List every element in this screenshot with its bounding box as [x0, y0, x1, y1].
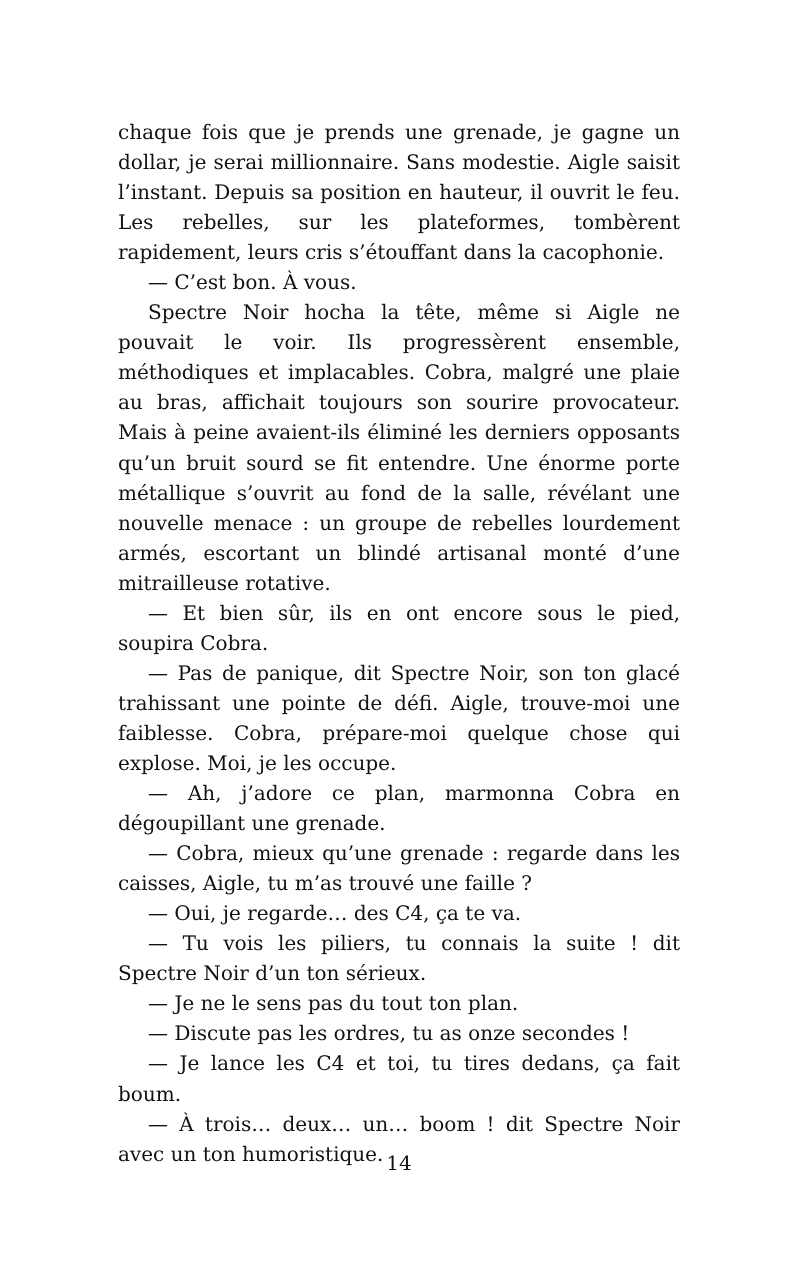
- paragraph-dialogue: — Ah, j’adore ce plan, marmonna Cobra en dégoupillant une grenade.: [118, 781, 680, 836]
- paragraph-dialogue: — Je ne le sens pas du tout ton plan.: [148, 991, 519, 1016]
- paragraph-dialogue: — Je lance les C4 et toi, tu tires dedans, ça fait boum.: [118, 1051, 680, 1106]
- paragraph-dialogue: — Discute pas les ordres, tu as onze secondes !: [148, 1021, 630, 1046]
- paragraph-dialogue: — Et bien sûr, ils en ont encore sous le pied, soupira Cobra.: [118, 600, 680, 655]
- paragraph-dialogue: — C’est bon. À vous.: [148, 270, 357, 295]
- paragraph-dialogue: — Tu vois les piliers, tu connais la suite ! dit Spectre Noir d’un ton sérieux.: [118, 931, 680, 986]
- paragraph-dialogue: — Pas de panique, dit Spectre Noir, son ton glacé trahissant une pointe de défi. Aigle, trouve-moi une faiblesse. Cobra, prépare-moi quelque chose qui explose. Moi, je les occupe.: [118, 660, 680, 775]
- paragraph-dialogue: — À trois… deux… un… boom ! dit Spectre Noir avec un ton humoristique.: [118, 1111, 680, 1166]
- body-text: [118, 117, 680, 1169]
- paragraph-dialogue: — Oui, je regarde… des C4, ça te va.: [148, 901, 522, 926]
- paragraph-narration: Spectre Noir hocha la tête, même si Aigle ne pouvait le voir. Ils progressèrent ensemble, méthodiques et implacables. Cobra, malgré une plaie au bras, affichait toujours son sourire provocateur. Mais à peine avaient-ils éliminé les derniers opposants qu’un bruit sourd se fit entendre. Une énorme porte métallique s’ouvrit au fond de la salle, révélant une nouvelle menace : un groupe de rebelles lourdement armés, escortant un blindé artisanal monté d’une mitrailleuse rotative.: [118, 300, 680, 595]
- page-number: 14: [386, 1151, 412, 1175]
- paragraph-dialogue: — Cobra, mieux qu’une grenade : regarde dans les caisses, Aigle, tu m’as trouvé une faille ?: [118, 841, 680, 896]
- paragraph-continued: chaque fois que je prends une grenade, je gagne un dollar, je serai millionnaire. Sans modestie. Aigle saisit l’instant. Depuis sa position en hauteur, il ouvrit le feu. Les rebelles, sur les plateformes, tombèrent rapidement, leurs cris s’étouffant dans la cacophonie.: [118, 120, 680, 265]
